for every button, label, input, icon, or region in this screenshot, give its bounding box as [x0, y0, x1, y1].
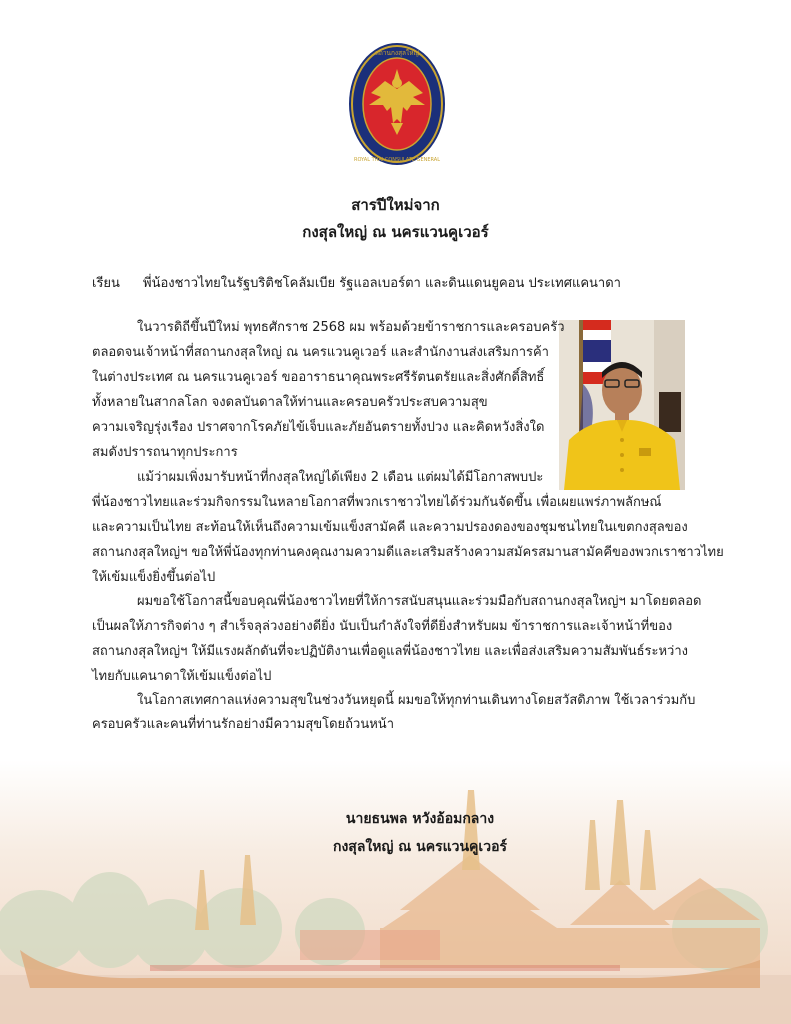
emblem-ring-text: ROYAL THAI CONSULATE GENERAL — [353, 157, 441, 163]
paragraph-1-line: ตลอดจนเจ้าหน้าที่สถานกงสุลใหญ่ ณ นครแวนคูเวอร์ และสำนักงานส่งเสริมการค้า — [92, 345, 549, 360]
signatory-position: กงสุลใหญ่ ณ นครแวนคูเวอร์ — [332, 839, 507, 855]
letter-title-line1: สารปีใหม่จาก — [351, 196, 440, 214]
paragraph-4-line: ครอบครัวและคนที่ท่านรักอย่างมีความสุขโดยถ้วนหน้า — [92, 717, 394, 732]
letter-title-line2: กงสุลใหญ่ ณ นครแวนคูเวอร์ — [302, 223, 489, 241]
paragraph-1-line: ทั้งหลายในสากลโลก จงดลบันดาลให้ท่านและครอบครัวประสบความสุข — [92, 395, 488, 410]
paragraph-1-line: ความเจริญรุ่งเรือง ปราศจากโรคภัยไข้เจ็บและภัยอันตรายทั้งปวง และคิดหวังสิ่งใด — [92, 420, 545, 435]
salutation-label: เรียน — [92, 276, 120, 291]
consulate-emblem-logo — [347, 41, 447, 167]
paragraph-2-line: ให้เข้มแข็งยิ่งขึ้นต่อไป — [92, 570, 216, 585]
paragraph-2-line: และความเป็นไทย สะท้อนให้เห็นถึงความเข้มแข็งสามัคคี และความปรองดองของชุมชนไทยในเขตกงสุลของ — [92, 520, 688, 535]
paragraph-2-line: พี่น้องชาวไทยและร่วมกิจกรรมในหลายโอกาสที่พวกเราชาวไทยได้ร่วมกันจัดขึ้น เพื่อเผยแพร่ภาพลักษณ์ — [92, 495, 662, 510]
paragraph-3-line: ไทยกับแคนาดาให้เข้มแข็งต่อไป — [92, 669, 272, 684]
consul-general-portrait — [559, 320, 685, 490]
paragraph-2-line: สถานกงสุลใหญ่ฯ ขอให้พี่น้องทุกท่านคงคุณงามความดีและเสริมสร้างความสมัครสมานสามัคคีของพวกเราชาวไทย — [92, 545, 724, 560]
paragraph-4-line: ในโอกาสเทศกาลแห่งความสุขในช่วงวันหยุดนี้ ผมขอให้ทุกท่านเดินทางโดยสวัสดิภาพ ใช้เวลาร่วมกับ — [137, 693, 696, 708]
paragraph-1-line: สมดังปรารถนาทุกประการ — [92, 445, 238, 460]
paragraph-2-line: แม้ว่าผมเพิ่งมารับหน้าที่กงสุลใหญ่ได้เพียง 2 เดือน แต่ผมได้มีโอกาสพบปะ — [137, 470, 544, 485]
paragraph-1-line: ในต่างประเทศ ณ นครแวนคูเวอร์ ขออาราธนาคุณพระศรีรัตนตรัยและสิ่งศักดิ์สิทธิ์ — [92, 370, 545, 385]
paragraph-1-line: ในวารดิถีขึ้นปีใหม่ พุทธศักราช 2568 ผม พร้อมด้วยข้าราชการและครอบครัว — [137, 320, 565, 335]
paragraph-3-line: ผมขอใช้โอกาสนี้ขอบคุณพี่น้องชาวไทยที่ให้การสนับสนุนและร่วมมือกับสถานกงสุลใหญ่ฯ มาโดยตลอด — [137, 594, 702, 609]
paragraph-3-line: เป็นผลให้ภารกิจต่าง ๆ สำเร็จลุล่วงอย่างดียิ่ง นับเป็นกำลังใจที่ดียิ่งสำหรับผม ข้าราชการและเจ้าหน้าที่ของ — [92, 619, 673, 634]
temple-backdrop-image — [0, 760, 791, 1024]
salutation-text: พี่น้องชาวไทยในรัฐบริติชโคลัมเบีย รัฐแอลเบอร์ตา และดินแดนยูคอน ประเทศแคนาดา — [143, 276, 621, 291]
signatory-name: นายธนพล หวังอ้อมกลาง — [345, 811, 495, 827]
paragraph-3-line: สถานกงสุลใหญ่ฯ ให้มีแรงผลักดันที่จะปฏิบัติงานเพื่อดูแลพี่น้องชาวไทย และเพื่อส่งเสริมความสัมพันธ์ระหว่าง — [92, 644, 688, 659]
emblem-top-text: สถานกงสุลใหญ่ — [374, 49, 420, 57]
